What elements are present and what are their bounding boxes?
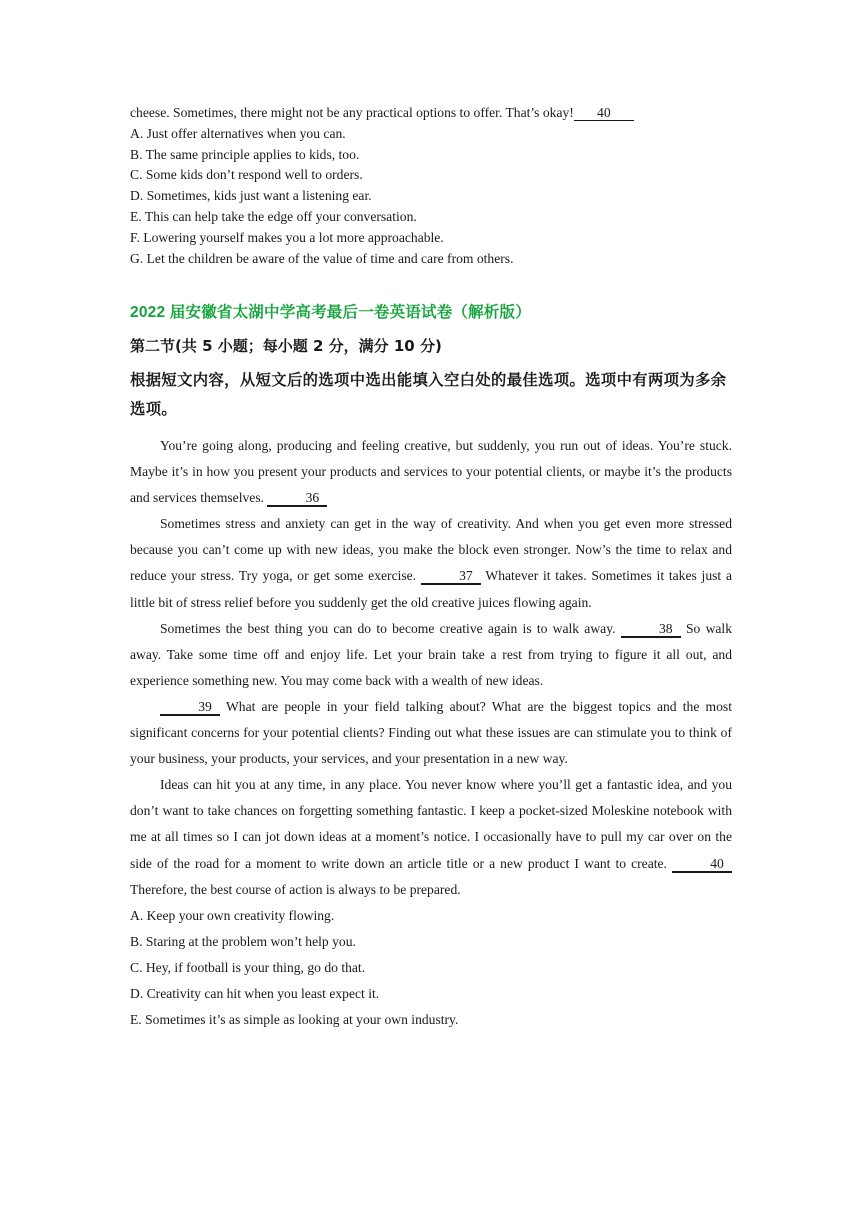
option-g-top: G. Let the children be aware of the value of time and care from others. <box>130 250 514 266</box>
paragraph-3: Sometimes the best thing you can do to become creative again is to walk away. 38 So walk away. Take some time off and enjoy life. Let your brain take a rest from trying to figure it all out, and experience something new. You may come back with a wealth of new ideas. <box>130 620 732 688</box>
instructions: 根据短文内容，从短文后的选项中选出能填入空白处的最佳选项。选项中有两项为多余选项。 <box>130 371 727 418</box>
blank-37: 37 <box>421 568 481 585</box>
blank-36: 36 <box>267 490 327 507</box>
option-c-top: C. Some kids don’t respond well to orders. <box>130 167 363 183</box>
option-a: A. Keep your own creativity flowing. <box>130 907 335 923</box>
blank-39: 39 <box>160 699 220 716</box>
blank-38: 38 <box>621 621 681 638</box>
cheese-text: cheese. Sometimes, there might not be any practical options to offer. That’s okay! <box>130 105 574 120</box>
blank-40-top: 40 <box>574 105 634 121</box>
option-e: E. Sometimes it’s as simple as looking at your own industry. <box>130 1012 459 1028</box>
option-b: B. Staring at the problem won’t help you. <box>130 933 356 949</box>
blank-40: 40 <box>672 856 732 873</box>
paragraph-4: 39 What are people in your field talking about? What are the biggest topics and the most significant concerns for your potential clients? Finding out what these issues are can stimulate you to think of your business, your products, your services, and your presentation in a new way. <box>130 698 732 767</box>
option-d: D. Creativity can hit when you least expect it. <box>130 985 380 1001</box>
option-c: C. Hey, if football is your thing, go do that. <box>130 959 366 975</box>
paragraph-2: Sometimes stress and anxiety can get in the way of creativity. And when you get even more stressed because you can’t come up with new ideas, you make the block even stronger. Now’s the time to relax and reduce your stress. Try yoga, or get some exercise. 37 Whatever it takes. Sometimes it takes just a little bit of stress relief before you suddenly get the old creative juices flowing again. <box>130 516 732 610</box>
option-a-top: A. Just offer alternatives when you can. <box>130 125 346 141</box>
cheese-line <box>130 103 750 124</box>
option-d-top: D. Sometimes, kids just want a listening ear. <box>130 188 372 204</box>
option-e-top: E. This can help take the edge off your conversation. <box>130 208 417 224</box>
reading-passage <box>130 433 732 1033</box>
section-heading: 第二节(共 5 小题；每小题 2 分，满分 10 分) <box>130 337 442 355</box>
exam-title: 2022 届安徽省太湖中学高考最后一卷英语试卷（解析版） <box>130 304 531 321</box>
option-b-top: B. The same principle applies to kids, too. <box>130 146 360 162</box>
paragraph-5: Ideas can hit you at any time, in any place. You never know where you’ll get a fantastic idea, and you don’t want to take chances on forgetting something fantastic. I keep a pocket-sized Moleskine notebook with me at all times so I can jot down ideas at a moment’s notice. I occasionally have to pull my car over on the side of the road for a moment to write down an article title or a new product I want to create. 40 Therefore, the best course of action is always to be prepared. <box>130 777 732 897</box>
paragraph-1: You’re going along, producing and feeling creative, but suddenly, you run out of ideas. You’re stuck. Maybe it’s in how you present your products and services to your potential clients, or maybe it’s the products and services themselves. 36 <box>130 438 732 506</box>
option-f-top: F. Lowering yourself makes you a lot more approachable. <box>130 229 444 245</box>
previous-question-tail <box>130 103 750 269</box>
